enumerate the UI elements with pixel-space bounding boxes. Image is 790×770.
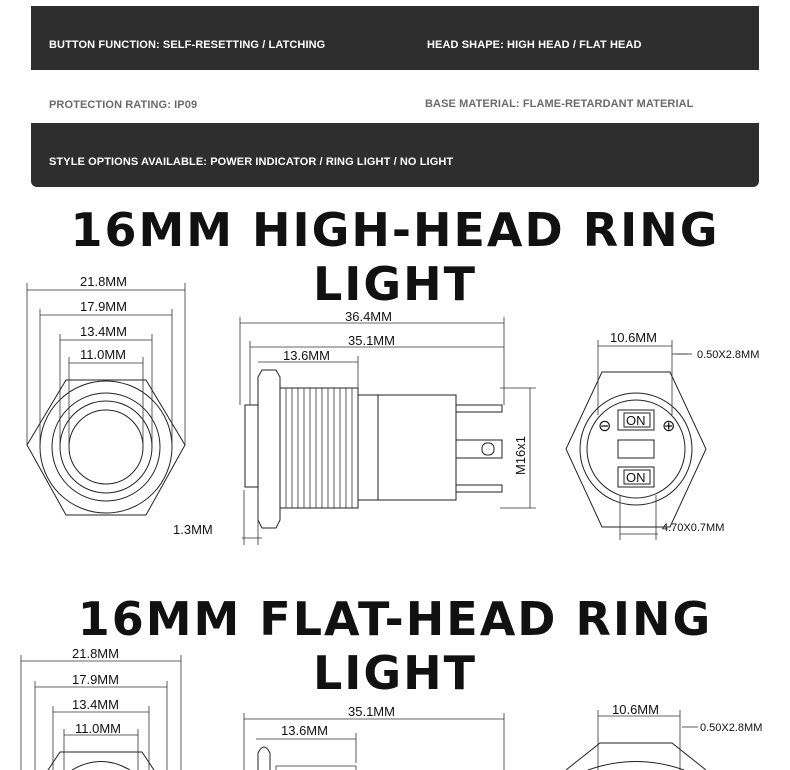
flat-front-view xyxy=(21,646,181,770)
on-label-bottom: ON xyxy=(626,470,646,485)
switch-base xyxy=(378,395,456,500)
button-circle xyxy=(69,410,143,484)
dim-terminal-size-label: 0.50X2.8MM xyxy=(697,349,760,361)
high-head-drawing xyxy=(0,265,790,565)
flat-dim-hex-label: 17.9MM xyxy=(72,672,119,687)
flat-dim-terminal-size-label: 0.50X2.8MM xyxy=(700,722,763,734)
spec-button-function: BUTTON FUNCTION: SELF-RESETTING / LATCHING xyxy=(49,39,326,51)
dim-button-label: 11.0MM xyxy=(80,347,126,362)
terminal-bottom xyxy=(456,485,502,492)
hex-circle xyxy=(52,393,160,501)
flat-rear-hex-top xyxy=(566,743,706,770)
rear-view xyxy=(566,330,759,540)
flat-dim-button-label: 11.0MM xyxy=(75,721,121,736)
terminal-hole xyxy=(482,443,494,455)
hex-nut-outline xyxy=(27,380,185,515)
flat-dim-thread-length-label: 13.6MM xyxy=(281,723,328,738)
flat-rear-arc xyxy=(588,762,684,770)
dim-total-length-label: 36.4MM xyxy=(345,309,392,324)
terminal-top xyxy=(456,405,502,412)
side-view xyxy=(173,309,536,545)
dim-head-thickness-label: 1.3MM xyxy=(173,522,213,537)
flat-head-flange xyxy=(258,747,270,770)
spec-band-bottom xyxy=(31,123,759,187)
spec-head-shape: HEAD SHAPE: HIGH HEAD / FLAT HEAD xyxy=(427,39,642,51)
spec-style-options: STYLE OPTIONS AVAILABLE: POWER INDICATOR / RING LIGHT / NO LIGHT xyxy=(49,156,454,168)
flat-dim-ring-label: 13.4MM xyxy=(72,697,119,712)
flat-head-drawing xyxy=(0,645,790,770)
high-head-title: 16MM HIGH-HEAD RING LIGHT xyxy=(70,203,720,311)
flat-dim-body-length-label: 35.1MM xyxy=(348,704,395,719)
rear-center-slot xyxy=(618,440,654,458)
flat-side-view xyxy=(244,704,504,770)
dim-ring-label: 13.4MM xyxy=(80,324,127,339)
spec-band-top xyxy=(31,6,759,70)
spec-band-middle xyxy=(31,70,759,123)
spec-base-material: BASE MATERIAL: FLAME-RETARDANT MATERIAL xyxy=(425,98,694,110)
dim-pin-size-label: 4.70X0.7MM xyxy=(662,522,725,534)
base-collar xyxy=(358,395,378,500)
flat-thread-top xyxy=(276,766,356,770)
terminal-middle xyxy=(456,440,502,458)
dim-outer-label: 21.8MM xyxy=(80,274,127,289)
dim-hex-label: 17.9MM xyxy=(80,299,127,314)
button-cap xyxy=(245,405,258,487)
on-label-top: ON xyxy=(626,413,646,428)
dim-thread-length-label: 13.6MM xyxy=(283,348,330,363)
dim-body-length-label: 35.1MM xyxy=(348,333,395,348)
thread-label: M16x1 xyxy=(513,435,528,475)
plus-symbol: ⊕ xyxy=(662,418,676,435)
ring-circle xyxy=(60,401,152,493)
head-flange xyxy=(258,370,280,528)
flat-ring-arc xyxy=(72,762,130,770)
thread-lines xyxy=(286,388,352,508)
flat-head-title: 16MM FLAT-HEAD RING LIGHT xyxy=(77,592,713,700)
spec-protection-rating: PROTECTION RATING: IP09 xyxy=(49,99,198,111)
front-view xyxy=(27,274,185,515)
flat-dim-outer-label: 21.8MM xyxy=(72,646,119,661)
dim-terminal-span-label: 10.6MM xyxy=(610,330,657,345)
minus-symbol: ⊖ xyxy=(598,418,612,435)
flat-dim-terminal-span-label: 10.6MM xyxy=(612,702,659,717)
flat-rear-view xyxy=(566,702,762,770)
